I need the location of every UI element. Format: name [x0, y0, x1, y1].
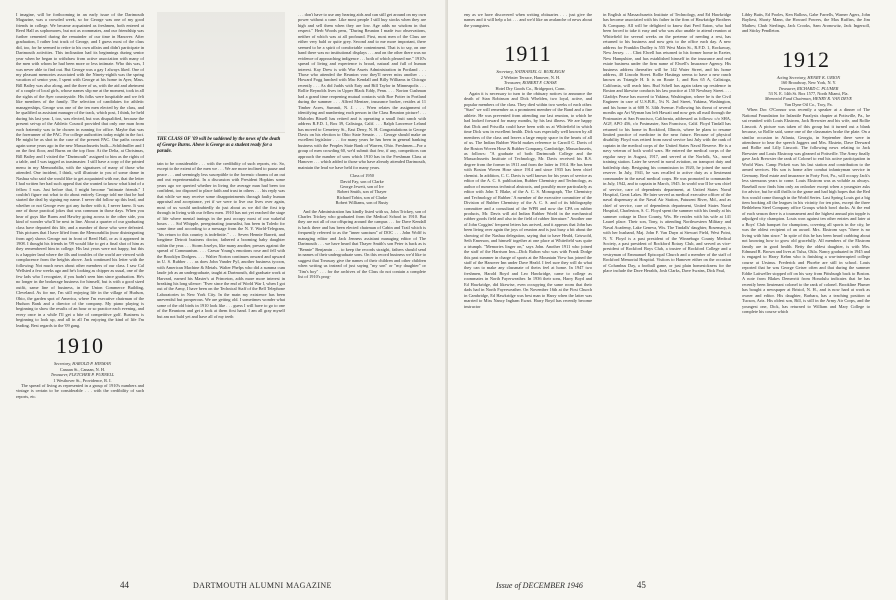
page-number: 44	[120, 580, 129, 590]
magazine-title: DARTMOUTH ALUMNI MAGAZINE	[193, 581, 332, 590]
list-item: Robert Smith, son of Thayer	[337, 189, 387, 195]
list-item: George Jewett, son of Irv	[340, 183, 384, 189]
memorial-chairman-address: Van Dyne Oil Co., Troy, Pa.	[784, 101, 833, 107]
left-page-footer	[120, 580, 332, 590]
treasurer-line: Treasurer, RICHARD C. PLUMER	[778, 85, 839, 91]
class-notes-text: When Doc O'Connor was recently a speaker at a dinner of The National Foundation for Infantile Paralysis chapter at Pottsville, Pa., he sat reunited with Louis Ekstrom, Jack Brewster and his wife, and Rollie Linscott. A picture was taken of this group but it turned out a blank because, so Rollie said, some one of the classmates broke the plate. On a similar occasion in Atlanta, Georgia, in September there were in attendance to hear the speech Jaggers and Mrs. Ekstein, Dave Derward and Rollie and Lilly Linscott. The following news relating to Jack Brewster and Louis Ekstroop was gleaned at Pottsville. The Army finally gave Jack Brewster the rank of Colonel to end his active participation in World Wars. Camp Pickett was his last station and contribution to the armed services. His son is home after combat infantryman service in Germany. Real estate and insurance in Forty Fort, Pa., will occupy Jack's less strenuous years to come. Louis Ekstrom was as voluble as always. Baseball now finds him only an onlooker except when a youngster asks for advice, but he still thrills to the game and had high hopes that the Red Sox would come through in the World Series. Last Spring Louis got a big item booking all the leagues in his vicinity for ten pins, except the three Bethlehem Steel Company office Groups which bowl ducks. At the end of each season there is a tournament and the highest annual pin topple is adjudged city champion. Louis won against ten other entries and later at a Boys' Club banquet for champions, covering all sports in the city, he was the oldest recipient of an award. Mrs. Ekstrom says "there is no living with him since." In spite of this he has been heard crabbing about not knowing how to grow old gracefully. All members of the Ekstrom family are in good health. Betty the oldest daughter, is with Mrs. Edmund R. Brown and lives at Tulsa, Okla. Nancy graduated in 1945 and is engaged to Harry Kehm who is finishing a war-interrupted college course at Ursinus. Frederick and Phoebe are still in school. Louis reported that he was George Geiser often and that during the summer Eddie Laitweller stopped off on his way from Pittsburgh back to Boston. A note from Blakes Demerritt from Honolulu indicates that he has recently been lieutenant colonel to the rank of colonel. Brookline Plumer has bought a newspaper at Bristol, N. H., and is now hard at work as owner and editor. His daughter, Barbara, has a teaching position at Tucson, Ariz. His oldest son, Bill, is still in the Army Air Corps, and the youngest one, Dick, has returned to William and Mary College to complete his course which	[742, 107, 870, 315]
treasurer-address: Hotel Dry Goods Co., Bridgeport, Conn.	[495, 85, 566, 91]
secretary-line: Secretary, HAROLD P. HINMAN	[54, 361, 111, 367]
secretary-address: 160 Broadway, New York, N. Y.	[780, 80, 837, 86]
list-item: Robert Williams, son of Rusty	[335, 200, 389, 206]
memorial-chairman-line: Memorial Fund Chairman, HENRY R. VAN DEVE	[765, 96, 852, 102]
right-column-3	[742, 12, 870, 572]
page-number: 45	[636, 580, 646, 590]
sons-list	[298, 173, 426, 205]
class-year-heading: 1910	[56, 333, 104, 359]
column-text: I imagine, will be forthcoming in an early issue of the Dartmouth Magazine, was a crowded week, so for George was one of my good friends in college. We became acquainted as freshmen, both entered at Reed Hall as sophomores, but not as roommates, and our friendship was further cemented during the remainder of our time in Hanover. After graduation, I rather lost track of George, and I guess most of the class did, too, for he seemed to retire to his own affairs and didn't participate in Dartmouth activities. This inclination had its beginnings during senior year when he began to withdraw from active association with many of the men with whom he had been more or less intimate. Who this was, I was never able to find out. But George was a gay I always liked. One of my pleasant memories associated with the Ninety-eighth was the spring vacation of senior year, I spent with George at his home in Ayer, Mass. Bill Bailey was also along, and the three of us, with the aid and abetment of a couple of local girls, whose names slip me at the moment, took in all the sights of the Ayer countryside. His folks were hospitable and we felt like members of the family. The selection of candidates for athletic managerships, George was one of the ten men elected by the class, and he qualified as assistant manager of the track, which post, I think, he held during his last year. I, too, was elected, but was disqualified, because the present set-up of the Athletic Council provided that only one man from each fraternity was to be chosen in running for office. Maybe that was the forerunner of the PAC. For college authorities today might in the fact. He might be as shot in the case of the present PAC. Our paths crossed again some years ago in the new Massachusetts built—Schildmiller and I on the first floor, and Burns on the top floor. At the Delta, at Christmas, Bill Bailey and I visited the "Dartmouth" assigned to him as the rights of a table, and I was tagged as toastmaster. I still have a copy of the printed menu in my Memorabilia, with the signatures of many of those who attended. One incident, I think, will illustrate to you of some dame in Nashua who said she would like to get acquainted with me, that the letter I had written her had such appeal that she wanted to know what kind of a fellow I was. Just before that, I might become "intimate friends." I couldn't figure out what to do about entirely George told me that he had started the deal by signing my name. I never did follow up this lead, and whether or not George ever got any further with it, I never knew. It was one of those practical jokes that was common in those days. When you hear of guys like Burns and Hawley going across to the other side, you kind of wonder who'll be next in line. About a quarter of our graduating class have departed this life, and a number of those who were defeated. This pictures that I have lifted from the Memorabilia (now disintegrating from age) shows George not in front of Reed Hall, or as it appeared in 1908. I thought his friends in '09 would like to get a final shot of him as they remembered him in college. His last years were not happy, but this is a happier land where the ills and troubles of the world are viewed with complacence from the heights above. Jack continued his letter with the following: Not much news about other members of our class. I saw Cal Wellsted a few weeks ago and he's looking as chipper as usual, one of the few lads who I recognize, if you hadn't seen him since graduation. He's no longer in the brokerage business for himself, but is with a good sized outfit, same line of business, in the Union Commerce Building, Cleveland. As for me, I'm still enjoying life in the village of Hudson, Ohio, the garden spot of America, where I'm executive chairman of the Hudson Bank and a director of the company. My piano playing is beginning to show the results of an hour or so practice each evening, and every once in a while I'll get a bite of competitive golf. Business is beginning to look up, and all in all I'm enjoying the kind of life I'm leading. Best regards to the '09 gang.	[16, 12, 144, 328]
column-text: in English at Massachusetts Institute of Technology, and Ed Hawkridge has become associated with his father in the firm of Hawkridge Brothers & Company. All will be delighted to know that Fred Eaton, who had been forced to take it easy and who was also unable to attend reunion at Whitefield for several weeks on the pretense of needing a rest, has returned to his business and now gets to the office each day. A new address for Franklin Dudley is 555 West Main St., R.F.D. 1, Rockaway, New Jersey. . . . Clint Elwell has returned to his former home in Exeter, New Hampshire, and has established himself in the insurance and real estate business under the firm name of Elwell's Insurance Agency. His business address thereafter will be 142 Water Street, and his home address, 40 Lincoln Street. Rollie Hastings seems to have a new ranch known as Triangle H. It is on Route 1, and Box 65 A, Calistoga, California, will reach him. Bud Schell has again taken up residence in Boston and likewise conducts his law practice at 150 Newbury Street. . . . Gladdys Pease has moved to Yakima, Washington, where he is the Civil Engineer in care of U.S.B.R., 5¼ N. 2nd Street, Yakima, Washington, and his home is at 608 N. 34th Avenue. Following his threat of several months ago Art Wyman has left Hawaii and now gets all mail through the Postmaster at San Francisco, California, addressed as follows: c/o SHA, AGF, APO 456, c/o Postmaster, San Francisco, Calif. Floyd Tindall has returned to his home in Rockford, Illinois, where he plans to resume limited practice of medicine in the near future. Because of physical disability Floyd was retired from naval service last July with the rank of captain in the medical corps of the United States Naval Reserve. He is a navy veteran of both world wars. He entered the medical corps of the regular navy in August, 1917, and served at the Norfolk, Va., naval training station. Later he served in naval aviation, on transport duty and battleship duty. Resigning his commission in 1920, he joined the naval reserve. In July, 1941, he was recalled to active duty as a lieutenant commander in the naval medical corps. He was promoted to commander in July, 1942, and to captain in March, 1945. In world war II he was chief of service, care of dependents department, at United States Naval Hospital, Great Lakes. He later served as medical executive officer of the naval dispensary at the Naval Air Station, Patuxent River, Md., and as chief of service, care of dependents department, United States Naval Hospital, Charleston, S. C. Floyd spent the summer with his family at his summer cottage in Door County, Wis. He resides with his wife at 141 Laurel place. Their son, Tony, is attending Northwestern Military and Naval Academy, Lake Geneva, Wis. The Tindalls' daughter, Rosemary, is with her husband, Maj. John F. Van Duyn at Stewart Field, West Point, N. Y. Floyd is a past president of the Winnebago County Medical Society, a past president of Rockford Rotary Club, and served as vice-president of Rockford Boys Club, a trustee of Rockford College and a vestryman of Emmanuel Episcopal Church and a member of the staff of Rockford Memorial Hospital. Visitors to Hanover either on the occasion of Columbus Day, a football game, or just plain homesickness for the place include the Dave Heralds, Josh Clarks, Dave Swains, Dick Paul,	[603, 12, 731, 274]
sons-list-title: Class of 1950	[350, 173, 374, 179]
class-year-heading: 1912	[782, 46, 830, 72]
left-column-1	[16, 12, 144, 572]
left-column-2	[157, 12, 285, 572]
treasurer-address: 1 Westhover St., Providence, R. I.	[53, 377, 112, 383]
secretary-line: Secretary, NATHANIEL G. BURLEIGH	[496, 69, 565, 75]
column-text: . . . don't have to use any hearing aids and can still get around on my own power without a cane. Like most people I still buy stocks when they are high and sell them when they are low. Age adds no wisdom in that respect." Herb Woods pens, "During Reunion I made two observations, neither of which was at all profound. First, most men of the Class are either very bald or quite grey. Second and to me more important, there seemed to be a spirit of comfortable contentment. That is to say, on one hand there was no institutional displays . . . and on the other there was no evidence of approaching indigence . . . both of which pleased me." 1910's spread of living and experience is broad, natural and full of human interest. Kay Drew is with War Assets Administration in Portland . . . Those who attended the Reunion vow they'll never miss another . . . Howard Fogg lunched with Mac Kendall and Billy Williams in Chicago recently . . . As did Judds with Eaty and Bill Taylor in Minneapolis . . . Rollie Reynolds lives in Upper Black Eddy, Penn. . . . Norton Cushman had a grand time reopening mutual contacts with Roe Potter in Portland during the summer . . . Alfred Mentzer, insurance broker, resides at 11 Timber Acres, Summit, N. J. . . . Wren relates the assignment of identifying and numbering each person in the Class Reunion picture! . . . Malcolm Bissell has retired and is operating a small fruit ranch with address R.F.D. 1, Box 39, Calistoga, Calif. . . . Ralph Lawrence Leland has moved to Cemetery St., East Derry, N. H. Congratulations to George Davis on his election to Ohio State Senate. . . . George should make an excellent legislator . . . for many years he has been in general banking business with the Peoples State Bank of Warren, Ohio. Freshmen—For a group of men crowding 60, we'd submit that few, if any, competitors can approach the number of sons which 1910 has in the Freshman Class at Hanover . . . which added to those who have already attended Dartmouth, maintain the lead we have held for many years.	[298, 12, 426, 170]
treasurer-line: Treasurer, FLETCHER P. PURNELL	[50, 372, 115, 378]
column-text: eny as we have discovered when writing obituaries . . . just give the names and it will help a lot . . . and we'd like an avalanche of news about the youngsters.	[464, 12, 592, 28]
right-page-footer	[496, 580, 646, 590]
list-item: David Fay, son of Clarke	[340, 178, 384, 184]
class-year-heading: 1911	[504, 41, 552, 67]
treasurer-address: 53 N. E. 14th St. Box 1577, North Miami, Fla.	[768, 91, 849, 97]
class-notes-text: Again it is necessary to turn to the obituary notices to announce the death of Stan Robinson and Dick Whelden, two loyal, active, and popular members of the class. They died within two weeks of each other. "Stan" we will remember as a prominent member of the Band and a fine athlete. He was prevented from attending our last reunion, to which he had looked forward for many months, by his last illness. We are happy that Dick and Priscilla could have been with us at Whitefield in which time Dick was in excellent health. Dick was especially well known by all members of the class and leaves a large empty space in the hearts of all of us. The Indian Rubber World makes reference to Carroll C. Davis of the Boston Woven Hose & Rubber Company, Cambridge, Massachusetts, as follows: "A graduate of both Dartmouth College and the Massachusetts Institute of Technology, Mr. Davis received his B.S. degree from the former in 1911 and from the latter in 1914. He has been with Boston Woven Hose since 1914 and since 1935 has been chief chemist. In addition, C. C. Davis is well known for his years of service as editor of the A. C. S. publication, Rubber Chemistry and Technology, as author of numerous technical abstracts, and possibly more particularly as editor with John T. Blake, of the A. C. S. Monograph, 'The Chemistry and Technology of Rubber.' A member of the executive committee of the Division of Rubber Chemistry of the A. C. S. and of its bibliography committee and a consultant of the WPB and now the CPA on rubber products, Mr. Davis will aid Indian Rubber World in the mechanical rubber goods field and also in the field of rubber literature." Another one of John Coggins' frequent letters has arrived, and it appears that John has been living over again the joys of reunion and is just busy a bit about the showing of the Nashua delegation, saying that to have Heald, Griswold, Seth Emerson, and himself together at one place at Whitefield was quite a triumph. "Memories linger on," says John. Another 1911 who joined the staff of the Harrison Inn—Dick Ralton who was with Frank Dodge this past summer in charge of sports at the Mountain View has joined the staff of the Hanover Inn under Dave Heald. I feel sure they will do what they can to make any classmate of theirs feel at home. In 1947 two freshmen, Harold Boyd and Leo Hawkridge, came to college as roommates in North Fayerweather. In 1936 their sons, Harry Boyd and Ed Hawkridge, did likewise, even occupying the same room that their dads had in North Fayerweather. On November 16th at the First Church in Cambridge, Ed Hawkridge was best man to Harry when the latter was married to Miss Nancy Ingham Ewart. Harry Boyd has recently become instructor	[464, 90, 592, 309]
right-column-2	[603, 12, 731, 572]
right-column-1	[464, 12, 592, 572]
photo-caption: THE CLASS OF '09 will be saddened by the news of the death of George Burns. Above is George as a student ready for a parade.	[157, 137, 281, 154]
treasurer-line: Treasurer, ROBERT F. CHASE	[504, 80, 557, 86]
column-text: Libby Butts, Ed Pooles, Ken Balloss, Gabe Farrells, Warner Agers, John Bayliest, Shorty Mann, the Howard Powers, the Max Ruffins, the Jim Mathes; Chub Sterlings, Jack Crooks, Sam Aronowitz, Jack Ingersoll, and Sticky Pendleton.	[742, 12, 870, 34]
class-notes-text: The spread of living as represented in a group of 1910's numbers and vintage is certain to be considerable . . . with the credibility of such reports, etc.	[16, 382, 144, 399]
secretary-line: Acting Secretary, HENRY K. URION	[776, 74, 841, 80]
george-burns-photo	[157, 12, 285, 133]
column-text: And the Administration has kindly listed with us, John Trickey, son of Charles Trickey who graduated from the Medical School in 1910. But they are not all of our offspring around the campus . . . for Dave Kendall is back there and has been elected chairman of Cabin and Trail which is frequently referred to as the "inner sanctum" of DOC . . . John Wolff is managing editor and Jack Jenness assistant managing editor of The Dartmouth . . . we have heard that Thayer Smith's son Peter is back as is "Bennie" Benjamin . . . to keep the records straight, fathers should send in names of their undergraduate sons. On this record business we'd like to suggest that Treasury give the names of their children and other children when writing us instead of just saying "my son" or "my daughter" or "Jim's boy" . . . for the archives of the Class do not contain a complete list of 1910's prog-	[298, 208, 426, 280]
list-item: Richard Tobin, son of Clarke	[336, 194, 388, 200]
issue-date: Issue of DECEMBER 1946	[496, 581, 583, 590]
column-text: tain to be considerable . . . with the credibility of such reports, etc. So, except to the extent of the men we . . . We are more inclined to pause and peace . . . and seemingly less susceptible to the forensic charms of an out and out experimentalist. In a discussion with President Hopkins some years ago we queried whether in living the average man had been too confident, too disposed to place faith and trust in others . . . his reply was that while we may receive some disappointments through faulty human appraisal and acceptance, yet if we were to live our lives over again, most of us would undoubtedly do just about as we did the first trip through in living with our fellow men. 1910 has not yet reached the stage of life where mental innings in the past occupy most of our wakeful hours . . . Sid Whipple, peregrinating journalist, has been in Toledo for some time and according to a message from the N. Y. World-Telegram, "his return to this country is indefinite." . . . Seven Hennie Barrett, and longtime Detroit business doctor, fathered a booming baby daughter within the year. . . . Storm Joselyn, like many another, presses against the spread of Communism. . . . Caesar Young's emotions rose and fell with the Brooklyn Dodgers. . . . Walter Norton continues onward and upward in U. S. Rubber . . . as does John Vander Pyl, another business tycoon, with American Machine & Metals. Walter Phelps who did a summa cum laude job as an undergraduate, taught at Dartmouth, did graduate work at Harvard, earned his Master's at Princeton, adds more more interest in breaking his long silence: "Ever since the end of World War I, when I got out of the Army, I have been on the Technical Staff of the Bell Telephone Laboratories in New York City. In the main my existence has been uneventful but prosperous. We are getting old. I sometimes wonder what some of the old birds in 1910 look like . . . guess I will have to go to one of the Reunions and get a look at them first hand. I am all gray myself but am not bald yet and have all of my teeth	[157, 161, 285, 319]
secretary-address: Canaan St., Canaan, N. H.	[59, 366, 106, 372]
right-page	[448, 0, 896, 600]
secretary-address: 2 Webster Terrace, Hanover, N. H.	[500, 74, 561, 80]
left-column-3	[298, 12, 426, 572]
